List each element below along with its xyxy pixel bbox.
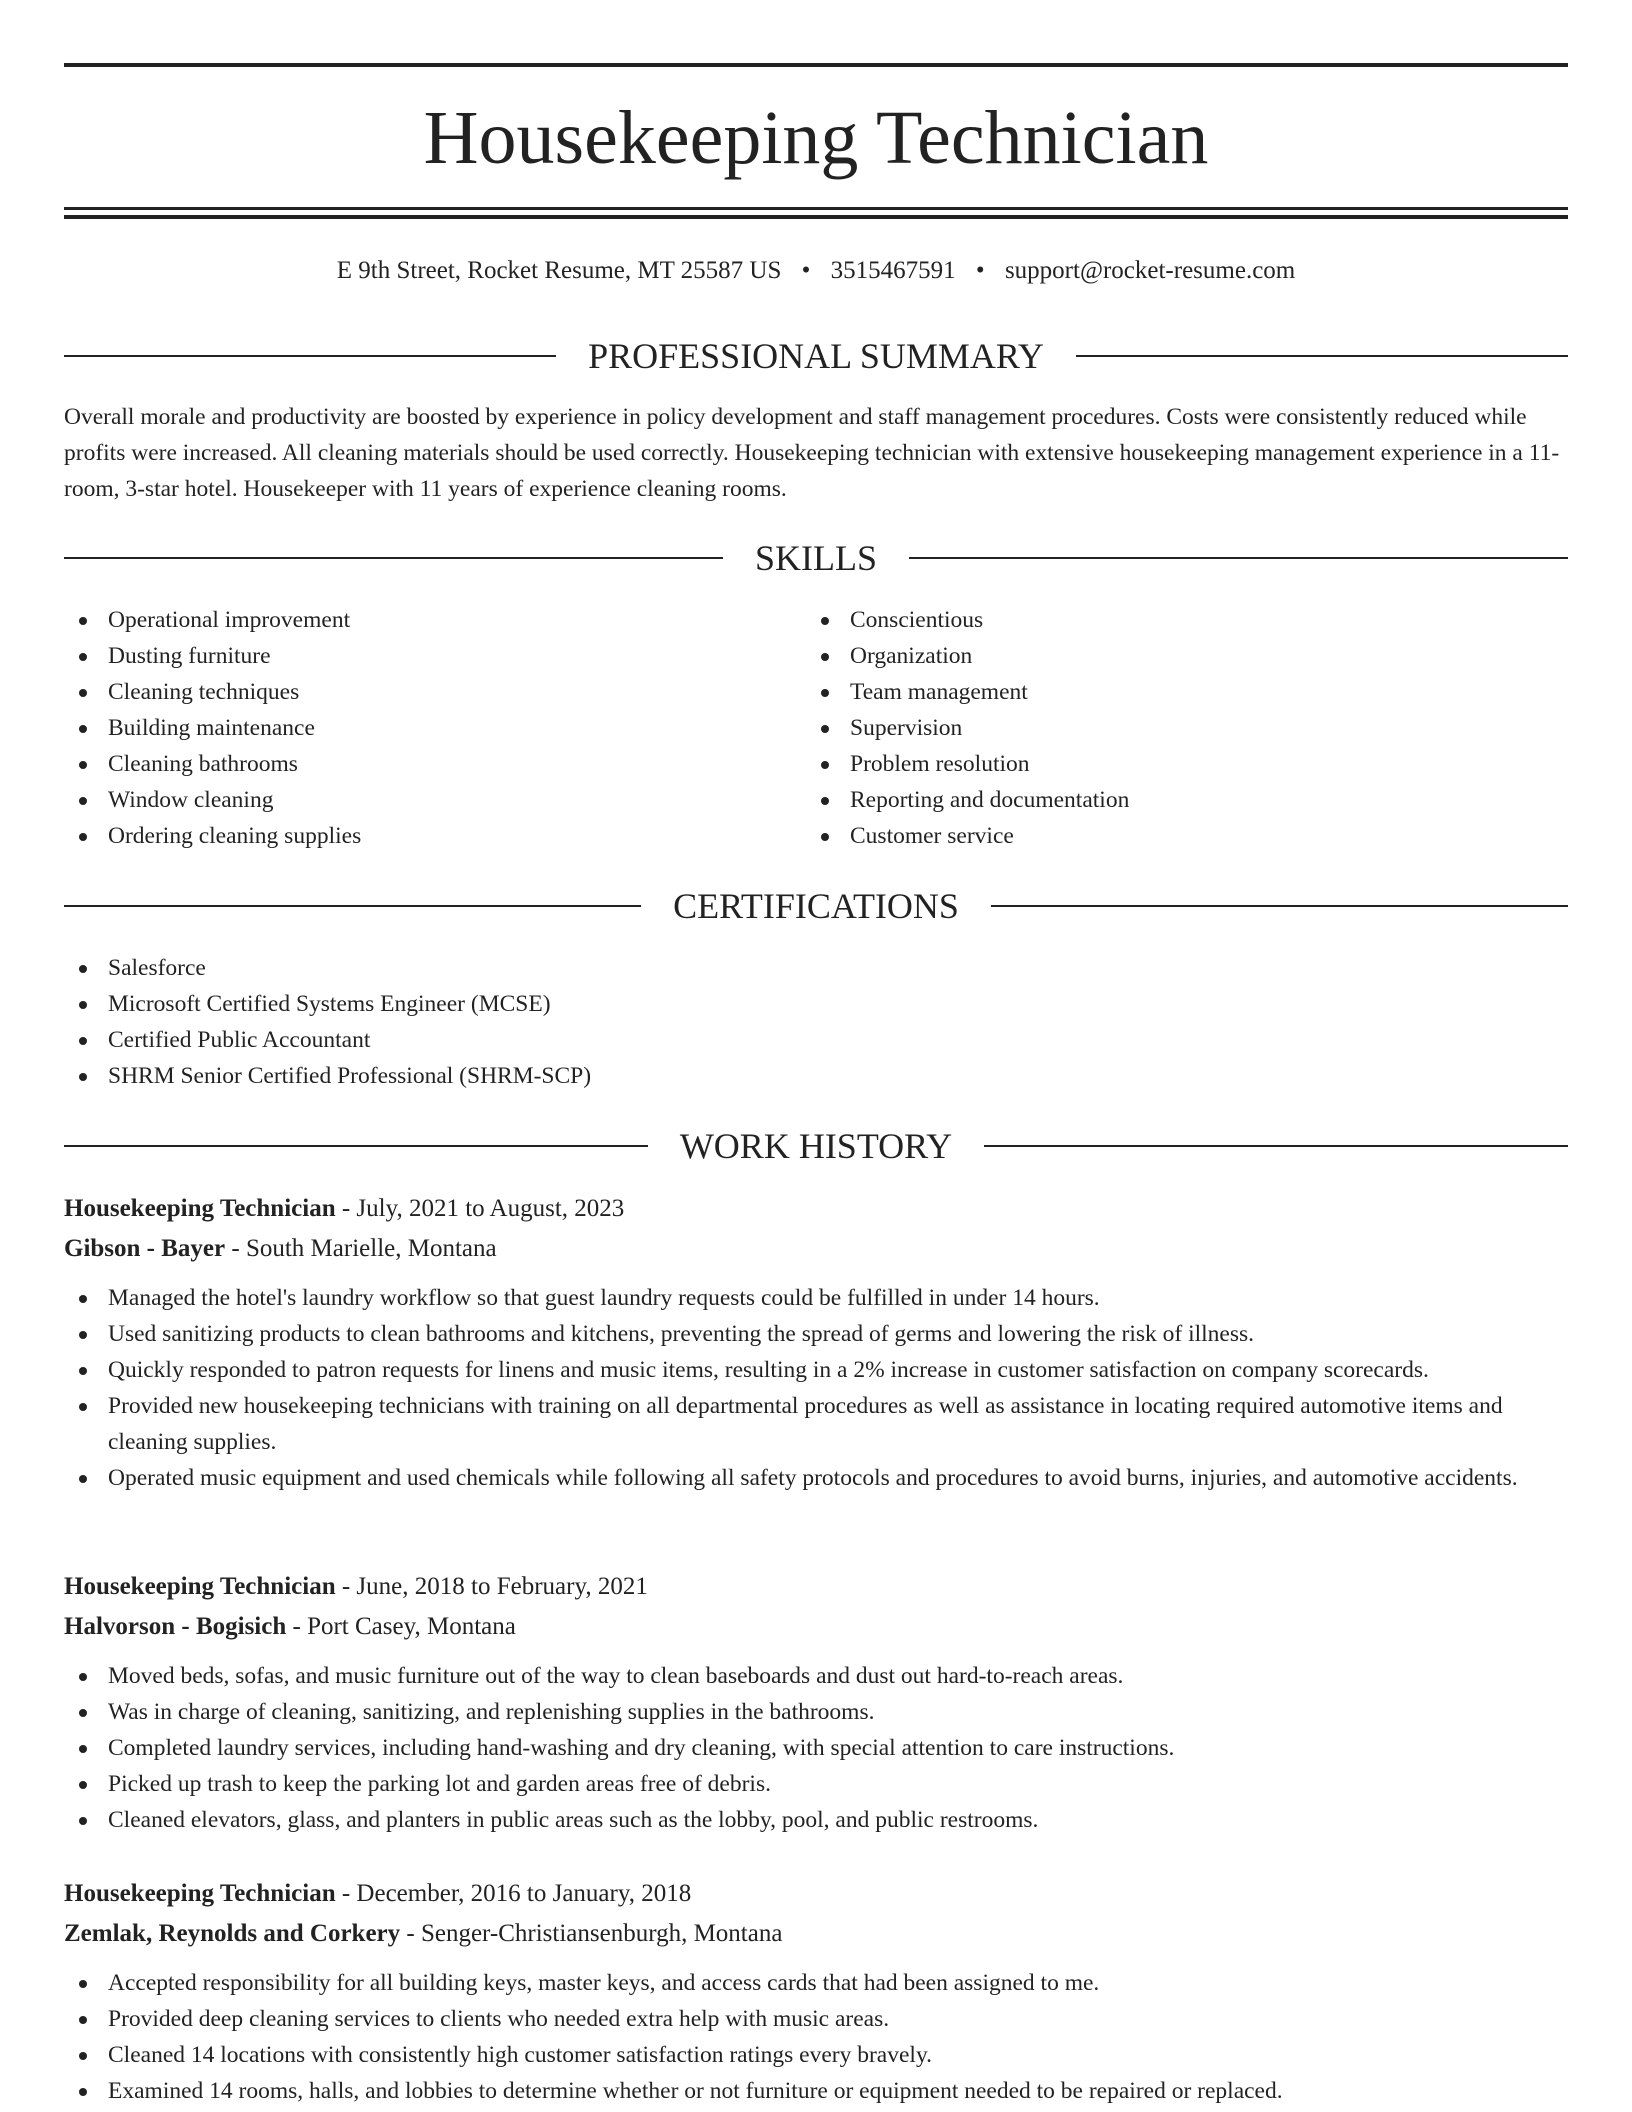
section-title: SKILLS [755,538,878,578]
job-bullet: Cleaned elevators, glass, and planters in public areas such as the lobby, pool, and public restrooms. [64,1802,1568,1838]
skills-list-right [806,602,1546,854]
job-bullet: Was in charge of cleaning, sanitizing, and replenishing supplies in the bathrooms. [64,1694,1568,1730]
heading-rule-left [64,557,723,559]
job-company: Zemlak, Reynolds and Corkery [64,1920,401,1947]
job-dates: - July, 2021 to August, 2023 [335,1195,625,1222]
job-bullet: Provided deep cleaning services to clients who needed extra help with music areas. [64,2001,1568,2037]
job-dates: - June, 2018 to February, 2021 [335,1573,648,1600]
skill-item: Cleaning techniques [64,674,804,710]
heading-rule-left [64,1145,648,1147]
job-company-line [64,1607,1568,1647]
job-bullet: Completed laundry services, including hand-washing and dry cleaning, with special attention to care instructions. [64,1730,1568,1766]
job-bullet: Used sanitizing products to clean bathrooms and kitchens, preventing the spread of germs and lowering the risk of illness. [64,1316,1568,1352]
skill-item: Window cleaning [64,782,804,818]
job-company-line [64,1229,1568,1269]
job-bullet: Managed the hotel's laundry workflow so that guest laundry requests could be fulfilled in under 14 hours. [64,1280,1568,1316]
section-title: WORK HISTORY [679,1126,953,1166]
certification-item: Certified Public Accountant [64,1022,1568,1058]
section-title: CERTIFICATIONS [673,886,959,926]
contact-separator: • [801,257,811,284]
skill-item: Supervision [806,710,1546,746]
certification-item: Microsoft Certified Systems Engineer (MCSE) [64,986,1568,1022]
contact-phone: 3515467591 [830,257,956,284]
job-title: Housekeeping Technician [64,1195,336,1222]
certification-item: Salesforce [64,950,1568,986]
heading-rule-right [984,1145,1568,1147]
contact-email: support@rocket-resume.com [1004,257,1296,284]
contact-separator: • [975,257,985,284]
certification-item: SHRM Senior Certified Professional (SHRM-SCP) [64,1058,1568,1094]
job-location: - Port Casey, Montana [286,1613,516,1640]
summary-text: Overall morale and productivity are boosted by experience in policy development and staff management procedures. Costs were consistently reduced while profits were increased. All cleaning materials should be used correctly. Housekeeping technician with extensive housekeeping management experience in a 11-room, 3-star hotel. Housekeeper with 11 years of experience cleaning rooms. [64,404,1560,502]
job-bullets [64,1658,1568,1838]
section-heading-work-history [64,1126,1568,1166]
certifications-list [64,950,1568,1094]
heading-rule-right [909,557,1568,559]
job-title-line [64,1567,1568,1607]
job-entry [64,1189,1568,1496]
job-company-line [64,1914,1568,1954]
job-bullet: Moved beds, sofas, and music furniture out of the way to clean baseboards and dust out hard-to-reach areas. [64,1658,1568,1694]
job-bullets [64,1965,1568,2109]
job-title: Housekeeping Technician [64,1573,336,1600]
skill-item: Building maintenance [64,710,804,746]
job-bullet: Operated music equipment and used chemicals while following all safety protocols and procedures to avoid burns, injuries, and automotive accidents. [64,1460,1568,1496]
header-double-rule-lower [64,215,1568,219]
skill-item: Operational improvement [64,602,804,638]
skill-item: Customer service [806,818,1546,854]
job-bullets [64,1280,1568,1496]
job-bullet: Quickly responded to patron requests for linens and music items, resulting in a 2% increase in customer satisfaction on company scorecards. [64,1352,1568,1388]
job-entry [64,1874,1568,2109]
section-heading-skills [64,538,1568,578]
skill-item: Dusting furniture [64,638,804,674]
job-bullet: Cleaned 14 locations with consistently high customer satisfaction ratings every bravely. [64,2037,1568,2073]
section-heading-certifications [64,886,1568,926]
job-location: - South Marielle, Montana [225,1235,497,1262]
job-title-line [64,1874,1568,1914]
heading-rule-left [64,355,556,357]
resume-title: Housekeeping Technician [423,96,1209,180]
skills-list-left [64,602,804,854]
header-top-rule [64,63,1568,67]
job-bullet: Provided new housekeeping technicians with training on all departmental procedures as well as assistance in locating required automotive items and cleaning supplies. [64,1388,1568,1460]
job-title: Housekeeping Technician [64,1880,336,1907]
job-company: Gibson - Bayer [64,1235,226,1262]
header-double-rule-upper [64,207,1568,210]
skill-item: Cleaning bathrooms [64,746,804,782]
section-heading-summary [64,336,1568,376]
contact-address: E 9th Street, Rocket Resume, MT 25587 US [336,257,782,284]
job-dates: - December, 2016 to January, 2018 [335,1880,692,1907]
heading-rule-right [1076,355,1568,357]
skill-item: Reporting and documentation [806,782,1546,818]
job-bullet: Accepted responsibility for all building keys, master keys, and access cards that had been assigned to me. [64,1965,1568,2001]
heading-rule-left [64,905,641,907]
job-bullet: Examined 14 rooms, halls, and lobbies to determine whether or not furniture or equipment needed to be repaired or replaced. [64,2073,1568,2109]
job-location: - Senger-Christiansenburgh, Montana [400,1920,783,1947]
skill-item: Problem resolution [806,746,1546,782]
contact-line [64,254,1568,288]
job-title-line [64,1189,1568,1229]
skill-item: Team management [806,674,1546,710]
job-entry [64,1567,1568,1838]
job-company: Halvorson - Bogisich [64,1613,287,1640]
skill-item: Ordering cleaning supplies [64,818,804,854]
section-title: PROFESSIONAL SUMMARY [588,336,1044,376]
job-bullet: Picked up trash to keep the parking lot and garden areas free of debris. [64,1766,1568,1802]
skill-item: Conscientious [806,602,1546,638]
heading-rule-right [991,905,1568,907]
skill-item: Organization [806,638,1546,674]
